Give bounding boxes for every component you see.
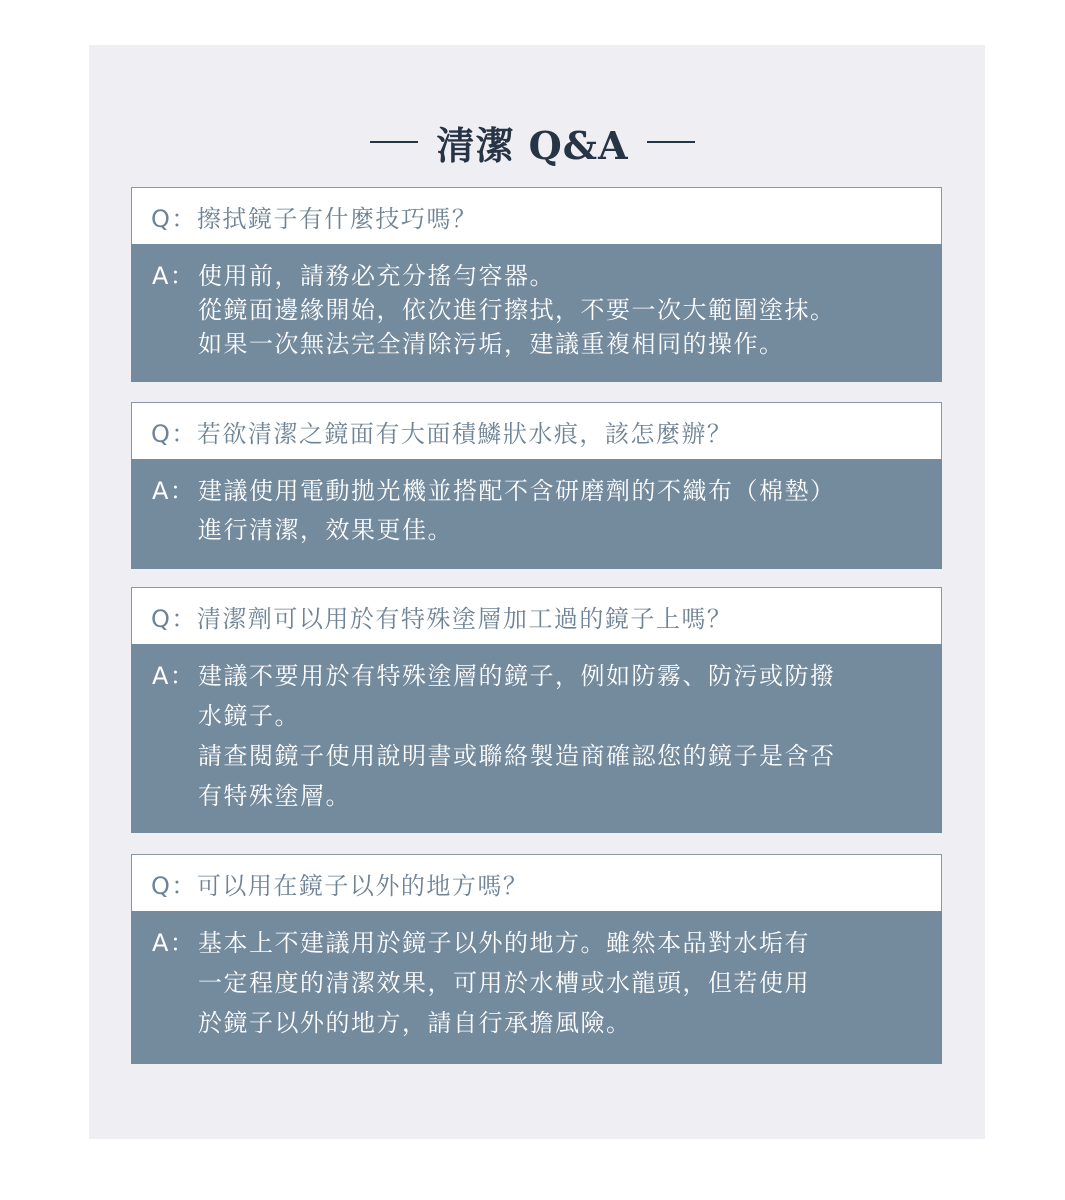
answer-prefix: A： — [152, 477, 196, 505]
question-text: 擦拭鏡子有什麼技巧嗎？ — [196, 204, 478, 233]
answer-block — [131, 644, 942, 833]
answer-line: 建議使用電動拋光機並搭配不含研磨劑的不織布（棉墊） — [198, 477, 836, 505]
page-title: 清潔 Q&A — [436, 122, 629, 168]
question-text: 若欲清潔之鏡面有大面積鱗狀水痕，該怎麼辦？ — [196, 419, 733, 448]
answer-line: 建議不要用於有特殊塗層的鏡子，例如防霧、防污或防撥 — [198, 662, 836, 690]
answer-line: 請查閱鏡子使用說明書或聯絡製造商確認您的鏡子是含否 — [198, 742, 836, 770]
question-row — [131, 402, 942, 459]
qa-item-3 — [131, 587, 942, 833]
answer-line: 如果一次無法完全清除污垢，建議重複相同的操作。 — [198, 330, 785, 358]
answer-prefix: A： — [152, 662, 196, 690]
qa-item-2 — [131, 402, 942, 569]
answer-prefix: A： — [152, 262, 196, 290]
answer-line: 進行清潔，效果更佳。 — [198, 516, 453, 544]
section-title — [0, 112, 1065, 172]
answer-line: 於鏡子以外的地方，請自行承擔風險。 — [198, 1009, 632, 1037]
question-prefix: Q： — [151, 419, 197, 448]
answer-line: 有特殊塗層。 — [198, 782, 351, 810]
question-text: 清潔劑可以用於有特殊塗層加工過的鏡子上嗎？ — [196, 604, 733, 633]
answer-line: 從鏡面邊緣開始，依次進行擦拭，不要一次大範圍塗抹。 — [198, 296, 836, 324]
answer-block — [131, 244, 942, 382]
question-row — [131, 187, 942, 244]
title-left-rule — [370, 141, 418, 143]
question-text: 可以用在鏡子以外的地方嗎？ — [196, 871, 529, 900]
question-prefix: Q： — [151, 204, 197, 233]
answer-block — [131, 459, 942, 569]
answer-block — [131, 911, 942, 1064]
question-row — [131, 587, 942, 644]
qa-item-4 — [131, 854, 942, 1064]
question-prefix: Q： — [151, 604, 197, 633]
answer-line: 使用前，請務必充分搖勻容器。 — [198, 262, 555, 290]
answer-line: 一定程度的清潔效果，可用於水槽或水龍頭，但若使用 — [198, 969, 810, 997]
answer-line: 基本上不建議用於鏡子以外的地方。雖然本品對水垢有 — [198, 929, 810, 957]
answer-prefix: A： — [152, 929, 196, 957]
title-right-rule — [647, 141, 695, 143]
qa-item-1 — [131, 187, 942, 382]
question-row — [131, 854, 942, 911]
answer-line: 水鏡子。 — [198, 702, 300, 730]
question-prefix: Q： — [151, 871, 197, 900]
